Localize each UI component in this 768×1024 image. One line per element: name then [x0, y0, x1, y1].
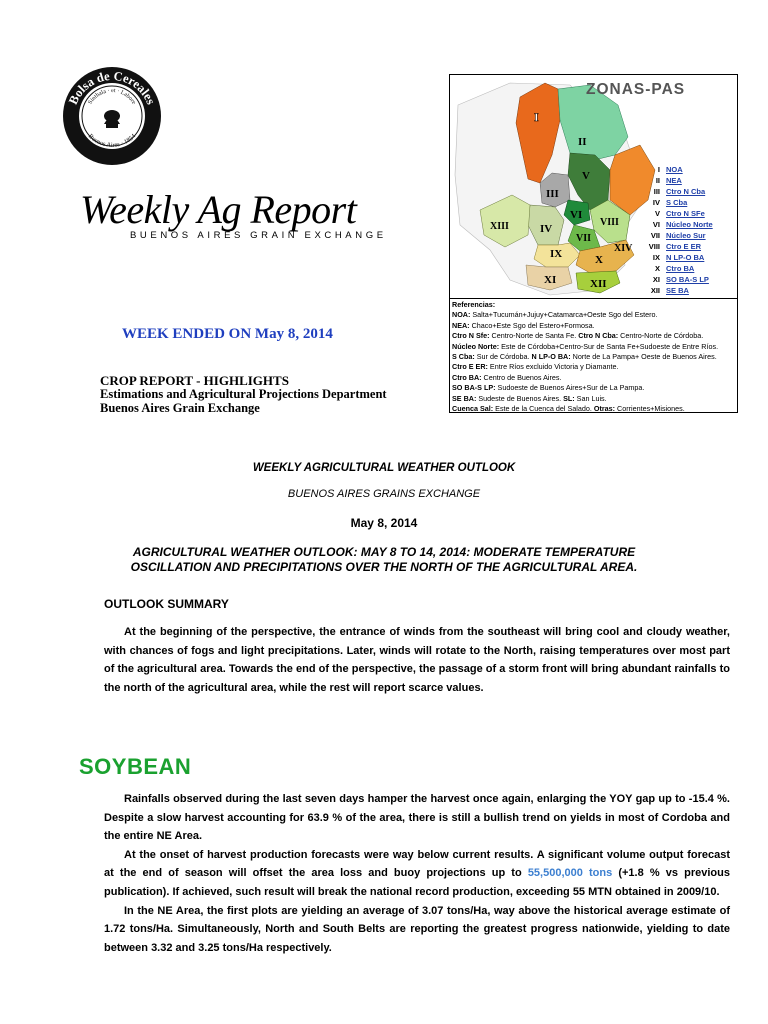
zone-label-XIV: XIV — [614, 243, 633, 254]
legend-row-X: X Ctro BA — [654, 264, 695, 273]
svg-text:Bolsa de Cereales: Bolsa de Cereales — [65, 68, 159, 107]
zone-label-XII: XII — [590, 278, 607, 290]
zone-label-VI: VI — [570, 209, 583, 221]
reference-line: Cuenca Sal: Este de la Cuenca del Salado. Otras: Corrientes+Misiones. — [452, 404, 685, 414]
map-references — [452, 300, 736, 414]
zones-map — [450, 75, 737, 299]
zone-label-III: III — [546, 188, 559, 200]
reference-line: Ctro BA: Centro de Buenos Aires. — [452, 372, 562, 382]
outlook-summary-text: At the beginning of the perspective, the entrance of winds from the southeast will bring cool and cloudy weather, with chances of fogs and light precipitations. Later, winds will rotate to the North, raising temperatures over most part of the agricultural area. Towards the end of the perspective, the passage of a storm front will bring abundant rainfalls to the north of the agricultural area, while the rest will report scarce values. — [104, 626, 730, 694]
weather-headline-line1: AGRICULTURAL WEATHER OUTLOOK: MAY 8 TO 14, 2014: MODERATE TEMPERATURE — [132, 545, 636, 559]
legend-link-ctro-ba[interactable]: Ctro BA — [666, 264, 695, 273]
soybean-paragraph-1: Rainfalls observed during the last seven days hamper the harvest once again, enlarging the YOY gap up to -15.4 %. Despite a slow harvest accounting for 63.9 % of the area, there is still a bullish trend on yields in most of Cordoba and the entire NE Area. — [104, 793, 730, 843]
legend-row-XII: XII SE BA — [650, 286, 689, 295]
reference-line: Ctro E ER: Entre Ríos excluido Victoria y Diamante. — [452, 362, 619, 372]
legend-link-so-ba-s-lp[interactable]: SO BA-S LP — [666, 275, 709, 284]
zone-label-II: II — [578, 136, 587, 148]
legend-link-nucleo-sur[interactable]: Núcleo Sur — [666, 231, 706, 240]
legend-link-ctro-n-sfe[interactable]: Ctro N SFe — [666, 209, 705, 218]
outlook-summary-heading: OUTLOOK SUMMARY — [104, 597, 229, 611]
legend-row-III: III Ctro N Cba — [653, 187, 706, 196]
highlights-title: CROP REPORT - HIGHLIGHTS — [100, 373, 289, 388]
legend-link-n-lp-o-ba[interactable]: N LP-O BA — [666, 253, 705, 262]
highlights-department: Estimations and Agricultural Projections Department — [100, 387, 387, 401]
reference-line: S Cba: Sur de Córdoba. N LP-O BA: Norte de La Pampa+ Oeste de Buenos Aires. — [452, 352, 717, 362]
legend-link-se-ba[interactable]: SE BA — [666, 286, 689, 295]
legend-row-VI: VI Núcleo Norte — [652, 220, 713, 229]
map-title: ZONAS-PAS — [586, 81, 686, 98]
legend-row-IV: IV S Cba — [652, 198, 688, 207]
report-subtitle: BUENOS AIRES GRAIN EXCHANGE — [130, 230, 387, 241]
bolsa-de-cereales-seal-logo — [62, 66, 162, 166]
reference-line: NOA: Salta+Tucumán+Jujuy+Catamarca+Oeste Sgo del Estero. — [452, 310, 658, 320]
legend-row-VIII: VIII Ctro E ER — [648, 242, 702, 251]
report-title: Weekly Ag Report — [80, 187, 357, 232]
legend-link-ctro-e-er[interactable]: Ctro E ER — [666, 242, 702, 251]
soybean-paragraph-3: In the NE Area, the first plots are yielding an average of 3.07 tons/Ha, way above the historical average estimate of 1.72 tons/Ha. Simultaneously, North and South Belts are reporting the greatest progress nationwide, yielding to date between 3.32 and 3.25 tons/Ha respectively. — [104, 904, 730, 954]
zone-label-IX: IX — [550, 248, 563, 260]
svg-text:Sinthala · et · Labore: Sinthala · et · Labore — [87, 87, 137, 106]
zone-label-IV: IV — [540, 223, 553, 235]
legend-row-IX: IX N LP-O BA — [652, 253, 705, 262]
legend-link-ctro-n-cba[interactable]: Ctro N Cba — [666, 187, 706, 196]
highlights-organization: Buenos Aires Grain Exchange — [100, 401, 260, 415]
weather-outlook-title: WEEKLY AGRICULTURAL WEATHER OUTLOOK — [252, 462, 516, 474]
legend-row-VII: VII Núcleo Sur — [650, 231, 706, 240]
zone-label-I: I — [534, 110, 539, 124]
reference-line: SE BA: Sudeste de Buenos Aires. SL: San Luis. — [452, 393, 607, 403]
zones-map-panel — [449, 74, 738, 413]
soybean-paragraph-2: At the onset of harvest production forecasts were way below current results. A significant volume output forecast at the end of season will offset the area loss and buoy projections up to 55,500,000 tons (+1.8 % vs previous publication). If achieved, such result will break the national record production, exceeding 55 MTN obtained in 2009/10. — [104, 848, 730, 898]
zone-label-VII: VII — [576, 233, 592, 244]
reference-line: NEA: Chaco+Este Sgo del Estero+Formosa. — [452, 320, 595, 330]
reference-line: Núcleo Norte: Este de Córdoba+Centro-Sur de Santa Fe+Sudoeste de Entre Ríos. — [452, 341, 719, 351]
svg-text:Buenos Aires · 1854: Buenos Aires · 1854 — [86, 132, 138, 149]
zone-label-XIII: XIII — [490, 221, 509, 232]
reference-line: Ctro N Sfe: Centro-Norte de Santa Fe. Ctro N Cba: Centro-Norte de Córdoba. — [452, 331, 704, 341]
legend-link-noa[interactable]: NOA — [666, 165, 683, 174]
legend-row-XI: XI SO BA-S LP — [652, 275, 709, 284]
week-ended-heading: WEEK ENDED ON May 8, 2014 — [122, 326, 333, 342]
zone-label-XI: XI — [544, 274, 557, 286]
weather-outlook-date: May 8, 2014 — [350, 516, 418, 530]
zone-label-X: X — [595, 254, 603, 266]
legend-row-II: II NEA — [655, 176, 682, 185]
references-heading: Referencias: — [452, 300, 496, 309]
legend-link-s-cba[interactable]: S Cba — [666, 198, 688, 207]
weather-headline-line2: OSCILLATION AND PRECIPITATIONS OVER THE NORTH OF THE AGRICULTURAL AREA. — [130, 560, 638, 574]
zone-label-VIII: VIII — [600, 217, 619, 228]
legend-row-I: I NOA — [657, 165, 683, 174]
legend-row-V: V Ctro N SFe — [654, 209, 705, 218]
legend-link-nea[interactable]: NEA — [666, 176, 682, 185]
zone-label-V: V — [582, 170, 590, 182]
legend-link-nucleo-norte[interactable]: Núcleo Norte — [666, 220, 713, 229]
soybean-heading: SOYBEAN — [79, 754, 192, 779]
reference-line: SO BA-S LP: Sudoeste de Buenos Aires+Sur de La Pampa. — [452, 383, 645, 393]
production-projection-value: 55,500,000 tons — [527, 867, 613, 880]
weather-outlook-subtitle: BUENOS AIRES GRAINS EXCHANGE — [287, 488, 481, 500]
soybean-text — [104, 790, 730, 957]
